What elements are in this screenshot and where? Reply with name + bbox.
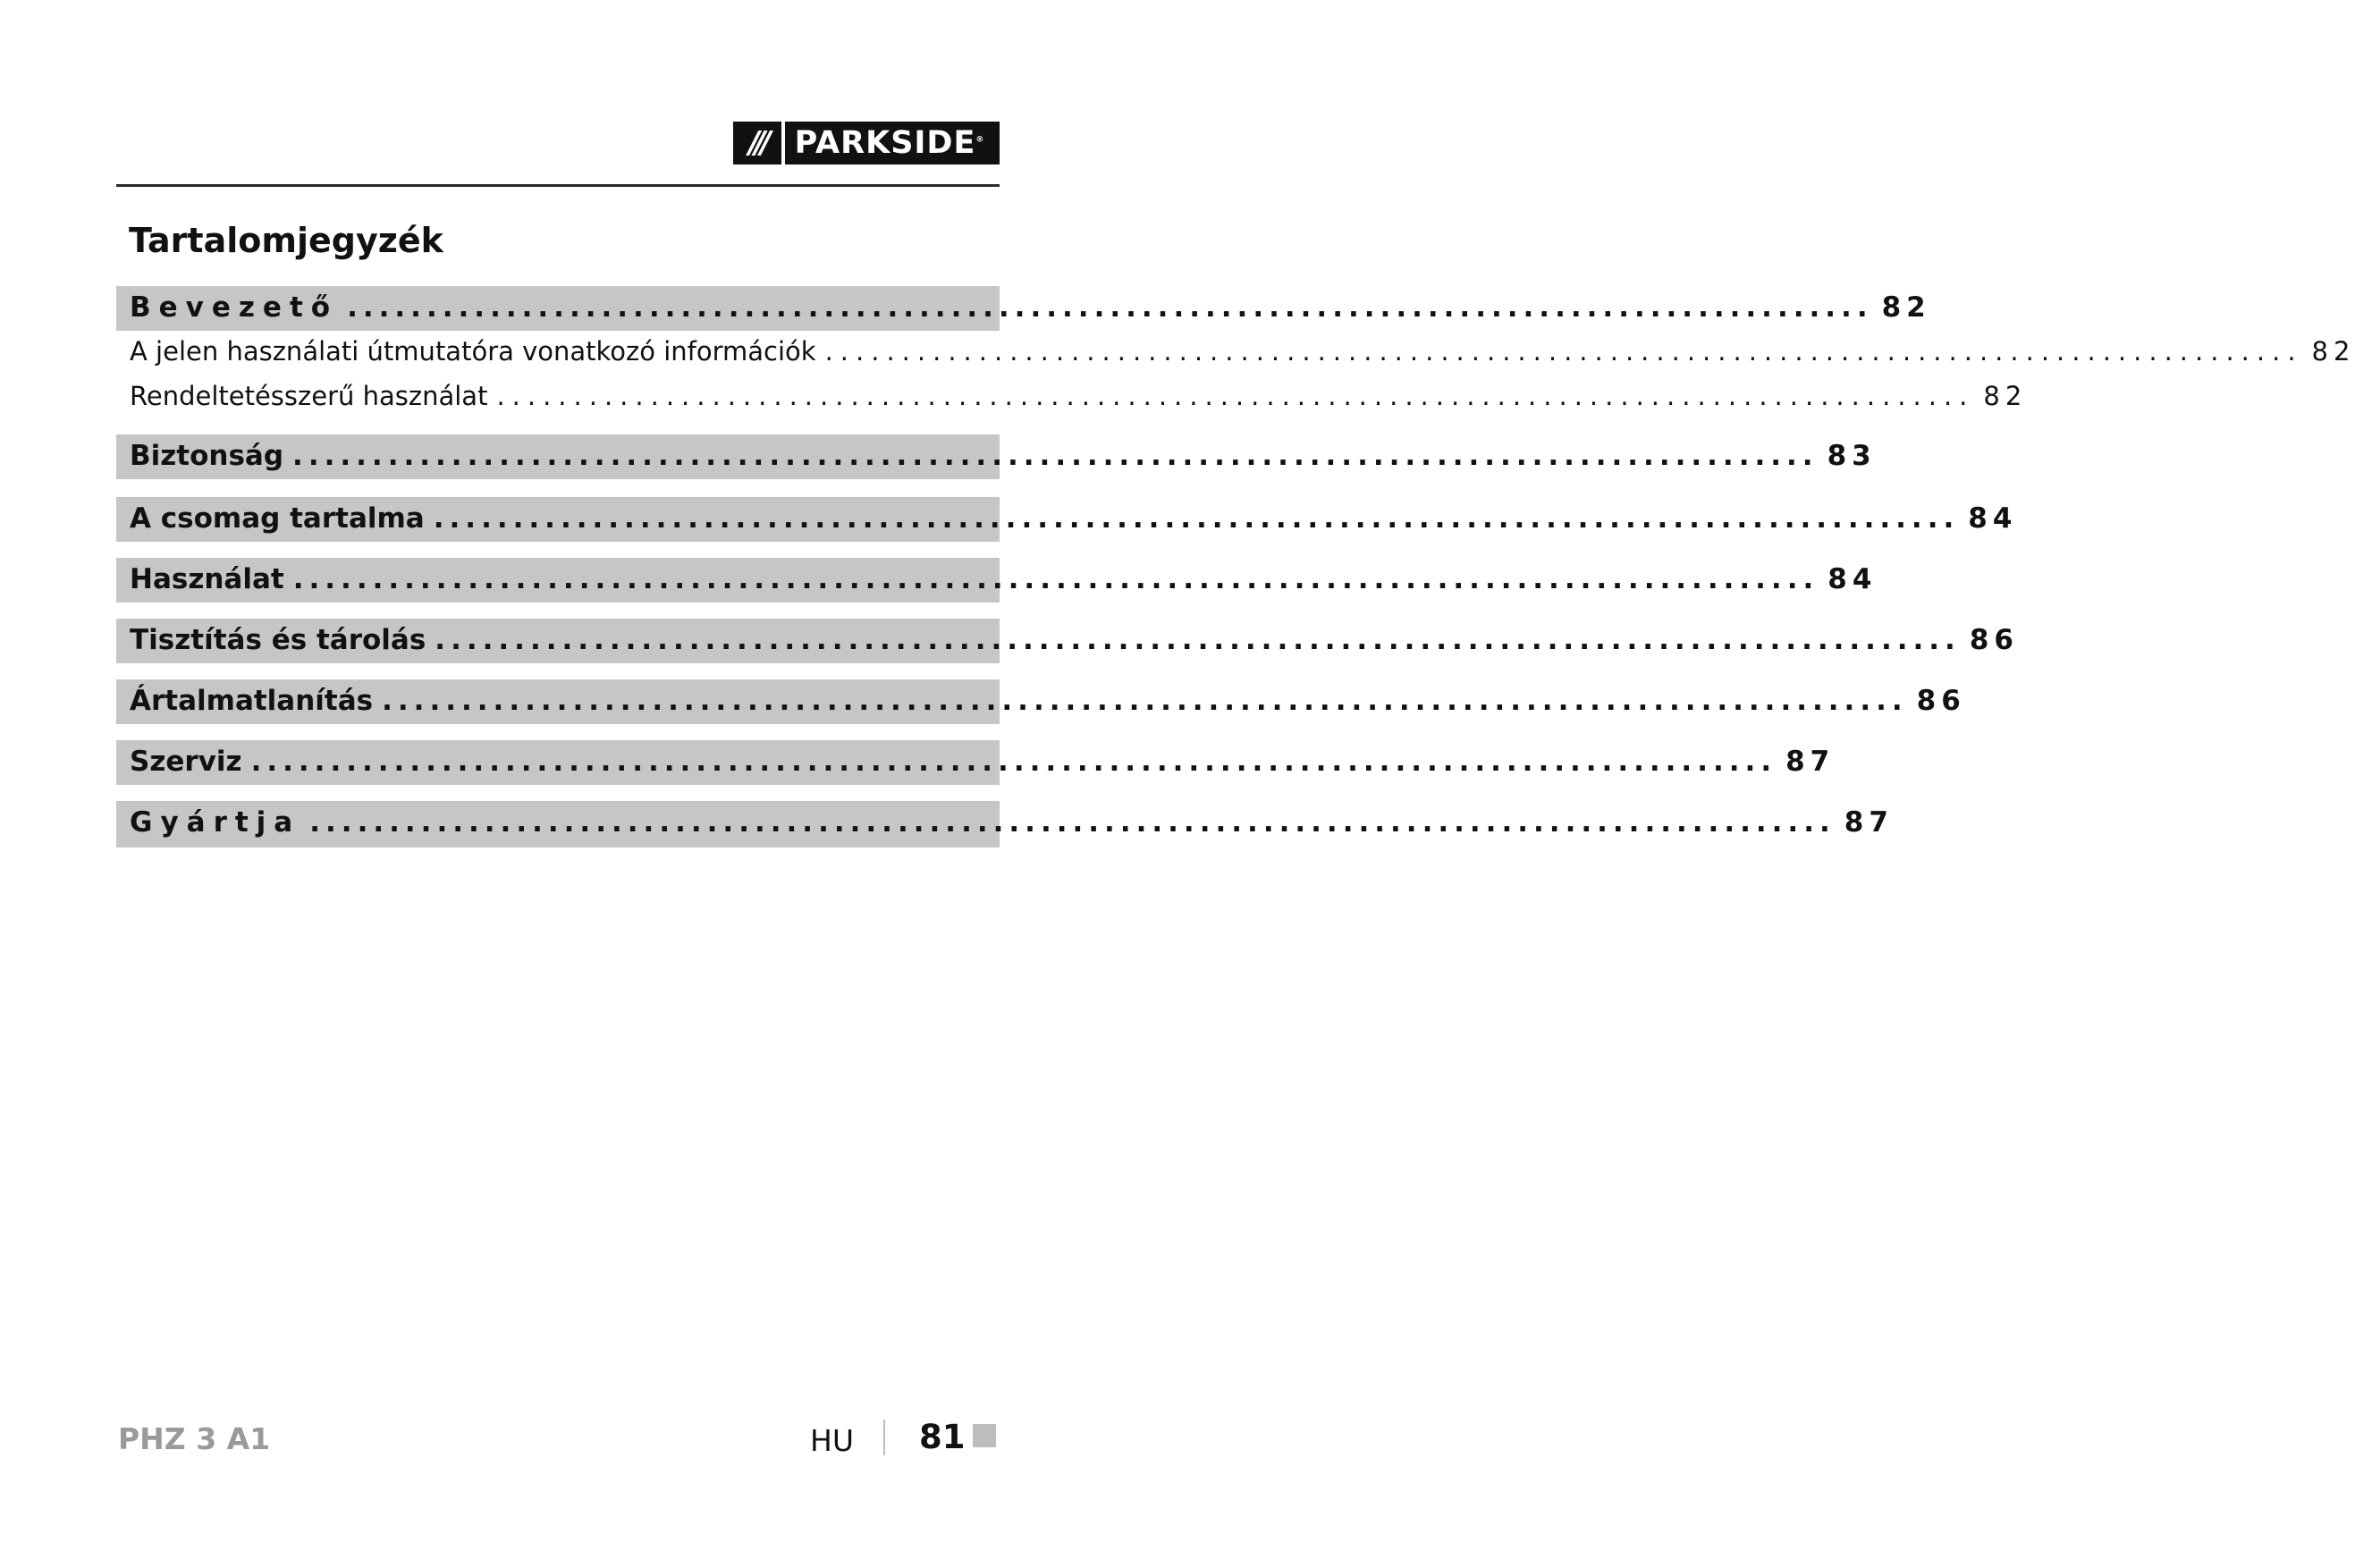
brand-name: PARKSIDE [794, 125, 976, 161]
toc-entry[interactable] [130, 440, 1877, 472]
footer-square-marker [973, 1424, 996, 1447]
toc-leader-dots: ................................................................................................ [292, 440, 1819, 472]
toc-entry-page: 82 [2311, 336, 2355, 367]
toc-entry-page: 84 [1827, 563, 1878, 595]
toc-entry-page: 87 [1844, 806, 1894, 839]
footer-page-number: 81 [919, 1418, 966, 1456]
toc-entry[interactable] [130, 563, 1878, 595]
toc-subentry[interactable] [130, 381, 2028, 411]
toc-entry-page: 83 [1827, 440, 1877, 472]
toc-entry-label: Bevezető [130, 291, 339, 324]
toc-entry-page: 86 [1969, 624, 2019, 656]
toc-leader-dots: ................................................................................................ [250, 746, 1777, 778]
toc-leader-dots: ................................................................................................ [496, 381, 1975, 411]
toc-leader-dots: ................................................................................................ [435, 624, 1961, 656]
toc-leader-dots: ................................................................................................ [347, 291, 1873, 324]
toc-entry[interactable] [130, 746, 1836, 778]
toc-entry-label: Tisztítás és tárolás [130, 624, 426, 656]
toc-entry-label: Gyártja [130, 806, 301, 839]
toc-entry-label: Biztonság [130, 440, 284, 472]
toc-entry-page: 86 [1916, 685, 1966, 717]
toc-entry[interactable] [130, 685, 1966, 717]
toc-leader-dots: ................................................................................................ [309, 806, 1836, 839]
toc-leader-dots: ................................................................................................ [433, 502, 1960, 535]
page-title: Tartalomjegyzék [129, 221, 443, 260]
toc-subentry[interactable] [130, 336, 2355, 367]
toc-entry-page: 87 [1785, 746, 1836, 778]
toc-entry-label: Használat [130, 563, 284, 595]
registered-mark: ® [975, 135, 985, 145]
toc-entry-label: A csomag tartalma [130, 502, 425, 535]
footer-model-number: PHZ 3 A1 [118, 1421, 271, 1456]
toc-entry-label: Ártalmatlanítás [130, 685, 374, 717]
logo-slashes: /// [733, 122, 785, 164]
footer-divider [883, 1420, 885, 1455]
toc-leader-dots: ................................................................................................ [824, 336, 2303, 367]
toc-entry[interactable] [130, 624, 2019, 656]
toc-entry[interactable] [130, 291, 1931, 324]
toc-leader-dots: ................................................................................................ [382, 685, 1908, 717]
toc-entry-label: Rendeltetésszerű használat [130, 381, 488, 411]
toc-entry-label: Szerviz [130, 746, 242, 778]
toc-entry[interactable] [130, 502, 2018, 535]
toc-entry[interactable] [130, 806, 1894, 839]
toc-entry-page: 82 [1983, 381, 2028, 411]
toc-entry-page: 82 [1881, 291, 1931, 324]
toc-leader-dots: ................................................................................................ [292, 563, 1819, 595]
toc-entry-label: A jelen használati útmutatóra vonatkozó információk [130, 336, 816, 367]
toc-entry-page: 84 [1968, 502, 2018, 535]
footer-language-code: HU [810, 1423, 854, 1458]
